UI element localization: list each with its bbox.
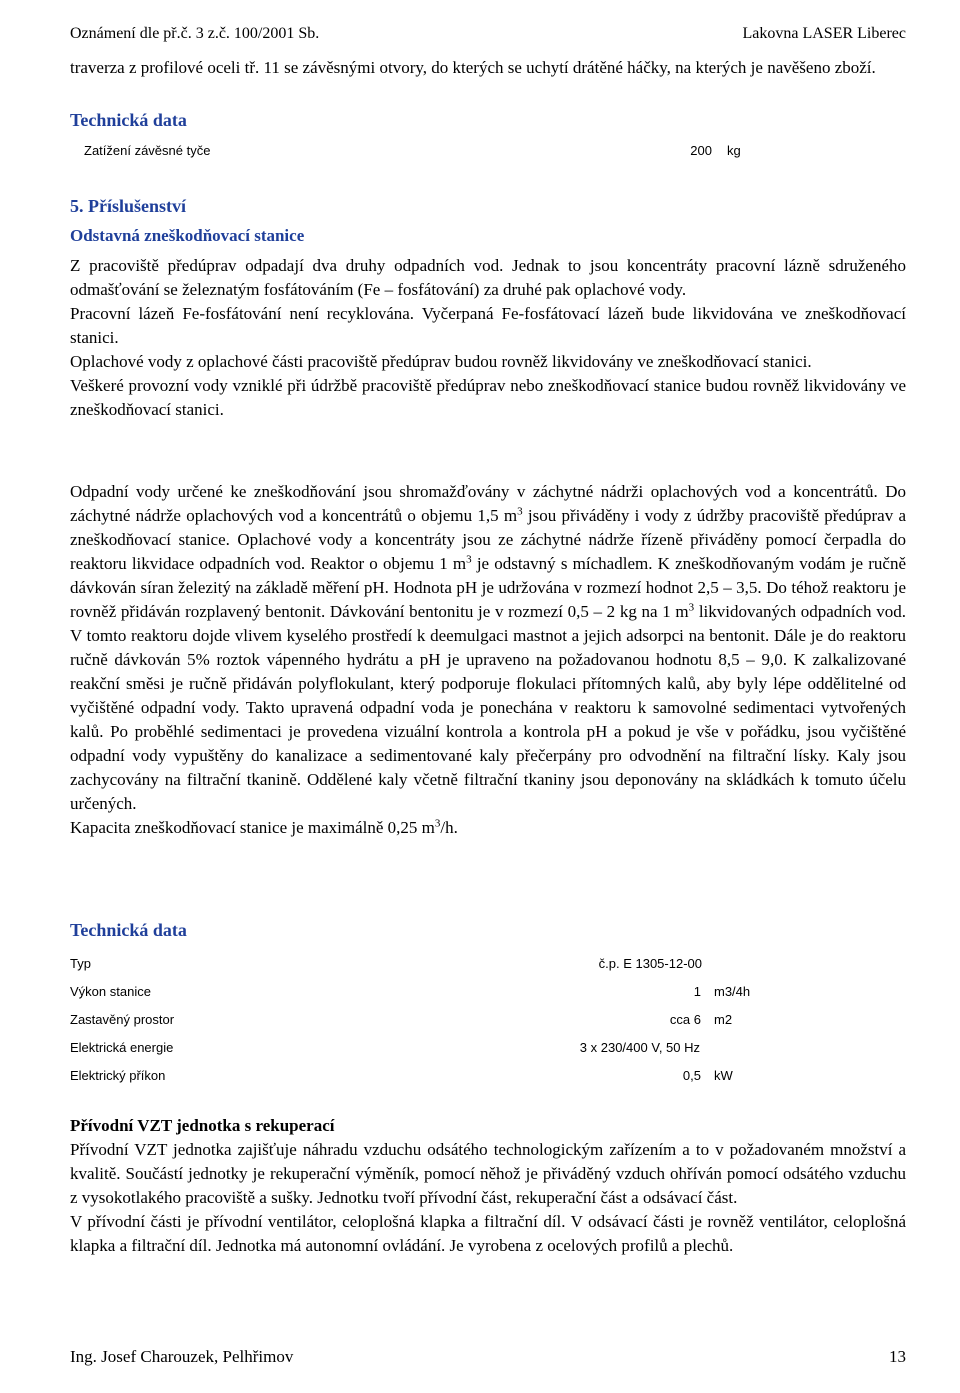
section-5-subtitle bbox=[70, 224, 906, 248]
paragraph-capacity: Kapacita zneškodňovací stanice je maximálně 0,25 $m^3/h$. bbox=[70, 817, 458, 837]
tech-data-row bbox=[70, 984, 906, 1002]
tech-data-title: Technická data bbox=[70, 920, 187, 940]
paragraph: Oplachové vody z oplachové části pracoviště předúprav budou rovněž likvidovány ve zneškodňovací stanici. bbox=[70, 352, 812, 371]
header-right: Lakovna LASER Liberec bbox=[742, 25, 906, 42]
paragraph: Přívodní VZT jednotka zajišťuje náhradu vzduchu odsátého technologickým zařízením a to v požadovaném množství a kvalitě. Součástí jednotky je rekuperační výměník, pomocí něhož je přiváděný vzduch ohříván pomocí odsátého vzduchu z vysokotlakého pracoviště a sušky. Jednotku tvoří přívodní část, rekuperační část a odsávací část. bbox=[70, 1140, 906, 1207]
row-unit: m3/4h bbox=[714, 984, 751, 999]
vzt-section bbox=[70, 1114, 906, 1258]
footer-author: Ing. Josef Charouzek, Pelhřimov bbox=[70, 1347, 294, 1366]
tech-data-title: Technická data bbox=[70, 110, 187, 130]
row-value: č.p. E 1305-12-00 bbox=[598, 956, 702, 971]
paragraph: Z pracoviště předúprav odpadají dva druhy odpadních vod. Jednak to jsou koncentráty pracovní lázně sdruženého odmašťování se železnatým fosfátováním (Fe – fosfátování) za druhé pak oplachové vody. bbox=[70, 256, 906, 299]
row-unit: m2 bbox=[714, 1012, 733, 1027]
vzt-title: Přívodní VZT jednotka s rekuperací bbox=[70, 1116, 335, 1135]
row-unit: kg bbox=[727, 143, 741, 158]
paragraph-process: Odpadní vody určené ke zneškodňování jsou shromažďovány v záchytné nádrži oplachových vod a koncentrátů. Do záchytné nádrže oplachových vod a koncentrátů o objemu 1,5 $m^3$ jsou přiváděny i vody z údržby pracoviště předúprav a zneškodňovací stanice. Oplachové vody a koncentráty jsou ze záchytné nádrže řízeně přiváděny pomocí čerpadla do reaktoru likvidace odpadních vod. Reaktor o objemu 1 $m^3$ je odstavný s míchadlem. K zneškodňovaným vodám je ručně dávkován síran železitý na základě měření pH. Hodnota pH je udržována v rozmezí hodnot 2,5 – 3,5. Do téhož reaktoru je rovněž přidáván rozplavený bentonit. Dávkování bentonitu je v rozmezí 0,5 – 2 kg na 1 $m^3$ likvidovaných odpadních vod. V tomto reaktoru dojde vlivem kyselého prostředí k deemulgaci mastnot a jejich adsorpci na bentonit. Dále je do reaktoru ručně dávkován 5% roztok vápenného hydrátu a pH je upraveno na požadovanou hodnotu 8,5 – 9,0. K zalkalizované reakční směsi je ručně přidáván polyflokulant, který podporuje flokulaci přítomných kalů, aby byly lépe oddělitelné od vyčištěné odpadní vody. Takto upravená odpadní voda je ponechána v reaktoru k samovolné sedimentaci vytvořených kalů. Po proběhlé sedimentaci je provedena vizuální kontrola a kontrola pH a pokud je vše v pořádku, jsou vyčištěné odpadní vody vypuštěny do kanalizace a sedimentované kaly přečerpány pro odvodnění na filtrační lísky. Kaly jsou zachycovány na filtrační tkanině. Oddělené kaly včetně filtrační tkaniny jsou deponovány na skládkách k tomuto účelu určených. bbox=[70, 482, 906, 813]
tech-data-row bbox=[70, 956, 906, 974]
row-value: 0,5 bbox=[682, 1068, 701, 1083]
row-unit: kW bbox=[714, 1068, 733, 1083]
tech-data-row bbox=[70, 1012, 906, 1030]
section-title: 5. Příslušenství bbox=[70, 196, 187, 216]
row-label: Výkon stanice bbox=[70, 984, 151, 999]
page-header bbox=[70, 25, 906, 47]
tech-data-heading-1 bbox=[70, 108, 906, 133]
row-label: Elektrický příkon bbox=[70, 1068, 166, 1083]
page-number: 13 bbox=[889, 1347, 906, 1366]
row-label: Zastavěný prostor bbox=[70, 1012, 175, 1027]
tech-data-row bbox=[70, 1040, 906, 1058]
row-value: 200 bbox=[690, 143, 712, 158]
tech-data-heading-2 bbox=[70, 918, 906, 943]
intro-paragraph bbox=[70, 56, 906, 80]
paragraph: V přívodní části je přívodní ventilátor, celoplošná klapka a filtrační díl. V odsávací části je rovněž ventilátor, celoplošná klapka a filtrační díl. Jednotka má autonomní ovládání. Je vyrobena z ocelových profilů a plechů. bbox=[70, 1212, 906, 1255]
row-value: cca 6 bbox=[669, 1012, 701, 1027]
row-label: Typ bbox=[70, 956, 91, 971]
row-value: 1 bbox=[693, 984, 701, 999]
row-label: Elektrická energie bbox=[70, 1040, 174, 1055]
tech-data-row bbox=[70, 1068, 906, 1086]
section-5-body bbox=[70, 254, 906, 422]
paragraph: Pracovní lázeň Fe-fosfátování není recyklována. Vyčerpaná Fe-fosfátovací lázeň bude likvidována ve zneškodňovací stanici. bbox=[70, 304, 906, 347]
header-left: Oznámení dle př.č. 3 z.č. 100/2001 Sb. bbox=[70, 25, 320, 42]
paragraph: Veškeré provozní vody vzniklé při údržbě pracoviště předúprav nebo zneškodňovací stanice budou rovněž likvidovány ve zneškodňovací stanici. bbox=[70, 376, 906, 419]
row-value: 3 x 230/400 V, 50 Hz bbox=[579, 1040, 700, 1055]
intro-text: traverza z profilové oceli tř. 11 se závěsnými otvory, do kterých se uchytí drátěné háčky, na kterých je navěšeno zboží. bbox=[70, 58, 876, 77]
row-label: Zatížení závěsné tyče bbox=[84, 143, 211, 158]
section-subtitle: Odstavná zneškodňovací stanice bbox=[70, 226, 305, 245]
tech-data-row-load bbox=[70, 143, 906, 161]
section-5-title bbox=[70, 194, 906, 219]
section-5-body-2 bbox=[70, 480, 906, 840]
